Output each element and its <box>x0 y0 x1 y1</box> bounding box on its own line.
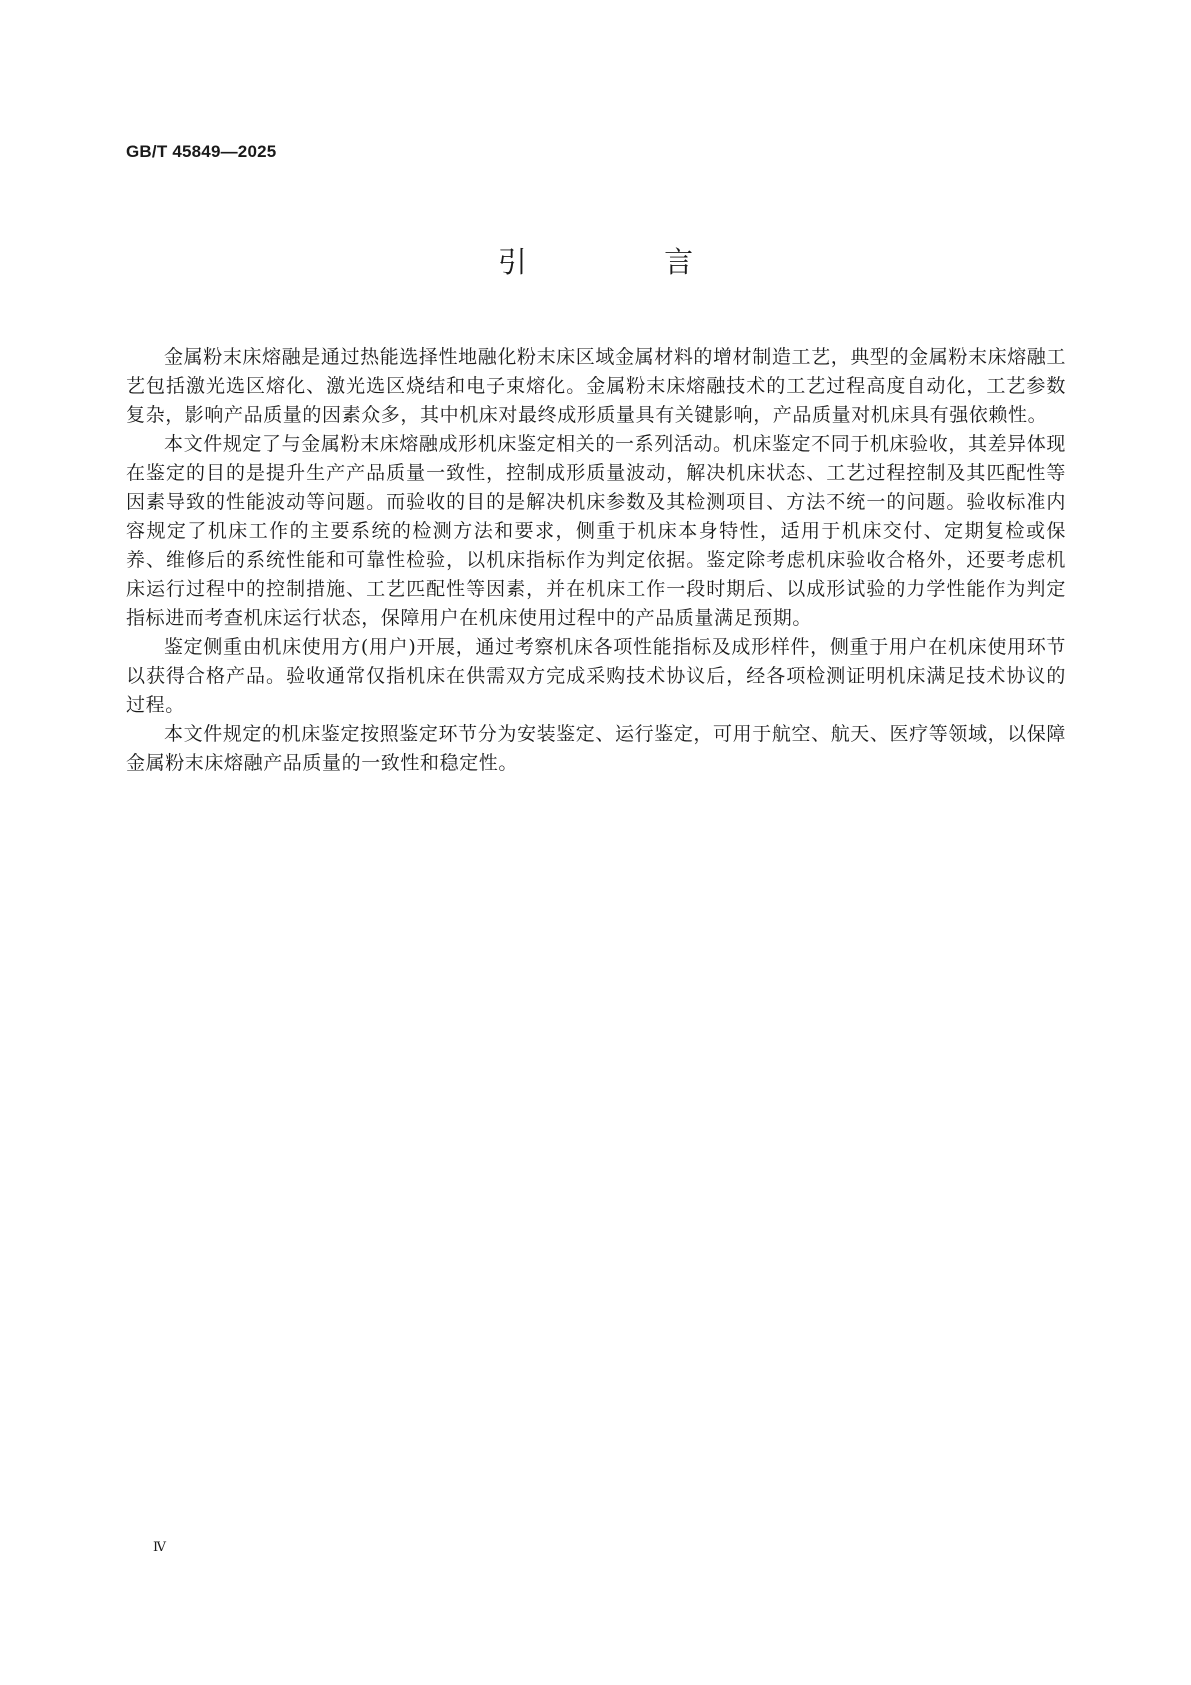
paragraph: 金属粉末床熔融是通过热能选择性地融化粉末床区域金属材料的增材制造工艺，典型的金属粉末床熔融工艺包括激光选区熔化、激光选区烧结和电子束熔化。金属粉末床熔融技术的工艺过程高度自动化，工艺参数复杂，影响产品质量的因素众多，其中机床对最终成形质量具有关键影响，产品质量对机床具有强依赖性。 <box>126 346 1066 426</box>
paragraph: 本文件规定的机床鉴定按照鉴定环节分为安装鉴定、运行鉴定，可用于航空、航天、医疗等领域，以保障金属粉末床熔融产品质量的一致性和稳定性。 <box>126 723 1066 774</box>
standard-code: GB/T 45849—2025 <box>126 142 277 161</box>
paragraph: 鉴定侧重由机床使用方(用户)开展，通过考察机床各项性能指标及成形样件，侧重于用户在机床使用环节以获得合格产品。验收通常仅指机床在供需双方完成采购技术协议后，经各项检测证明机床满足技术协议的过程。 <box>126 636 1066 716</box>
paragraph: 本文件规定了与金属粉末床熔融成形机床鉴定相关的一系列活动。机床鉴定不同于机床验收，其差异体现在鉴定的目的是提升生产产品质量一致性，控制成形质量波动，解决机床状态、工艺过程控制及其匹配性等因素导致的性能波动等问题。而验收的目的是解决机床参数及其检测项目、方法不统一的问题。验收标准内容规定了机床工作的主要系统的检测方法和要求，侧重于机床本身特性，适用于机床交付、定期复检或保养、维修后的系统性能和可靠性检验，以机床指标作为判定依据。鉴定除考虑机床验收合格外，还要考虑机床运行过程中的控制措施、工艺匹配性等因素，并在机床工作一段时期后、以成形试验的力学性能作为判定指标进而考查机床运行状态，保障用户在机床使用过程中的产品质量满足预期。 <box>126 433 1066 629</box>
page-title: 引 言 <box>497 245 758 279</box>
body-text <box>126 343 1066 778</box>
page-number: Ⅳ <box>153 1540 166 1555</box>
